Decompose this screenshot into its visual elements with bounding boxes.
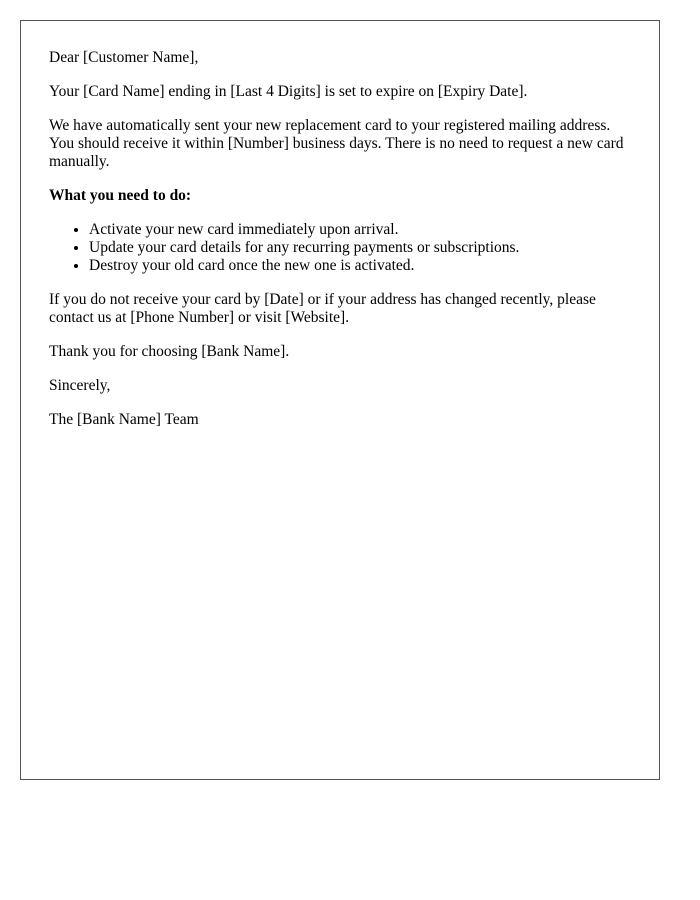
todo-list — [49, 221, 631, 275]
thanks-paragraph: Thank you for choosing [Bank Name]. — [49, 343, 290, 360]
todo-item: • Activate your new card immediately upon arrival. — [89, 221, 631, 239]
body-paragraph: We have automatically sent your new replacement card to your registered mailing address. You should receive it within [Number] business days. There is no need to request a new card manually. — [49, 117, 624, 170]
contact-paragraph: If you do not receive your card by [Date] or if your address has changed recently, please contact us at [Phone Number] or visit [Website]. — [49, 291, 596, 326]
salutation: Dear [Customer Name], — [49, 49, 199, 66]
todo-item: • Update your card details for any recurring payments or subscriptions. — [89, 239, 631, 257]
closing: Sincerely, — [49, 377, 111, 394]
signature: The [Bank Name] Team — [49, 411, 199, 428]
letter-container — [20, 20, 660, 780]
todo-heading: What you need to do: — [49, 187, 192, 204]
intro-paragraph: Your [Card Name] ending in [Last 4 Digits] is set to expire on [Expiry Date]. — [49, 83, 528, 100]
todo-item: • Destroy your old card once the new one is activated. — [89, 257, 631, 275]
